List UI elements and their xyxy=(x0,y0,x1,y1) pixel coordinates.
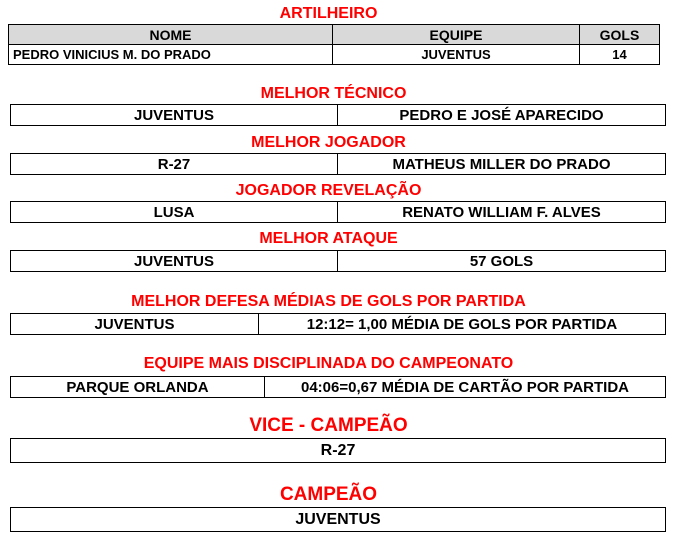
equipe-disciplinada-media: 04:06=0,67 MÉDIA DE CARTÃO POR PARTIDA xyxy=(264,377,665,397)
header-equipe: EQUIPE xyxy=(333,25,580,45)
melhor-defesa-media: 12:12= 1,00 MÉDIA DE GOLS POR PARTIDA xyxy=(258,314,665,334)
campeao-box xyxy=(10,507,666,532)
melhor-ataque-box xyxy=(10,250,666,272)
artilheiro-nome: PEDRO VINICIUS M. DO PRADO xyxy=(9,45,333,65)
campeao-equipe: JUVENTUS xyxy=(295,510,381,528)
jogador-revelacao-nome: RENATO WILLIAM F. ALVES xyxy=(337,202,665,222)
melhor-ataque-gols: 57 GOLS xyxy=(337,251,665,271)
artilheiro-table xyxy=(8,24,660,65)
campeao-title: CAMPEÃO xyxy=(279,484,378,505)
equipe-disciplinada-box xyxy=(10,376,666,398)
header-gols: GOLS xyxy=(580,25,660,45)
artilheiro-title: ARTILHEIRO xyxy=(279,5,378,22)
jogador-revelacao-box xyxy=(10,201,666,223)
melhor-ataque-title: MELHOR ATAQUE xyxy=(259,230,398,247)
vice-campeao-title: VICE - CAMPEÃO xyxy=(249,415,408,436)
jogador-revelacao-title: JOGADOR REVELAÇÃO xyxy=(235,182,422,199)
melhor-jogador-equipe: R-27 xyxy=(157,155,191,173)
artilheiro-equipe: JUVENTUS xyxy=(333,45,580,65)
melhor-tecnico-nome: PEDRO E JOSÉ APARECIDO xyxy=(337,105,665,125)
equipe-disciplinada-equipe: PARQUE ORLANDA xyxy=(66,378,209,396)
melhor-ataque-equipe: JUVENTUS xyxy=(133,252,215,270)
melhor-tecnico-box xyxy=(10,104,666,126)
melhor-tecnico-equipe: JUVENTUS xyxy=(133,106,215,124)
artilheiro-header-row xyxy=(9,25,660,45)
table-row xyxy=(9,45,660,65)
melhor-jogador-title: MELHOR JOGADOR xyxy=(251,134,406,151)
melhor-tecnico-title: MELHOR TÉCNICO xyxy=(260,85,407,102)
jogador-revelacao-equipe: LUSA xyxy=(153,203,195,221)
equipe-disciplinada-title: EQUIPE MAIS DISCIPLINADA DO CAMPEONATO xyxy=(143,355,514,372)
melhor-defesa-equipe: JUVENTUS xyxy=(94,315,175,333)
header-nome: NOME xyxy=(9,25,333,45)
vice-campeao-equipe: R-27 xyxy=(320,441,356,459)
vice-campeao-box xyxy=(10,438,666,463)
melhor-defesa-title: MELHOR DEFESA MÉDIAS DE GOLS POR PARTIDA xyxy=(131,293,526,310)
melhor-jogador-nome: MATHEUS MILLER DO PRADO xyxy=(337,154,665,174)
melhor-defesa-box xyxy=(10,313,666,335)
melhor-jogador-box xyxy=(10,153,666,175)
artilheiro-gols: 14 xyxy=(580,45,660,65)
